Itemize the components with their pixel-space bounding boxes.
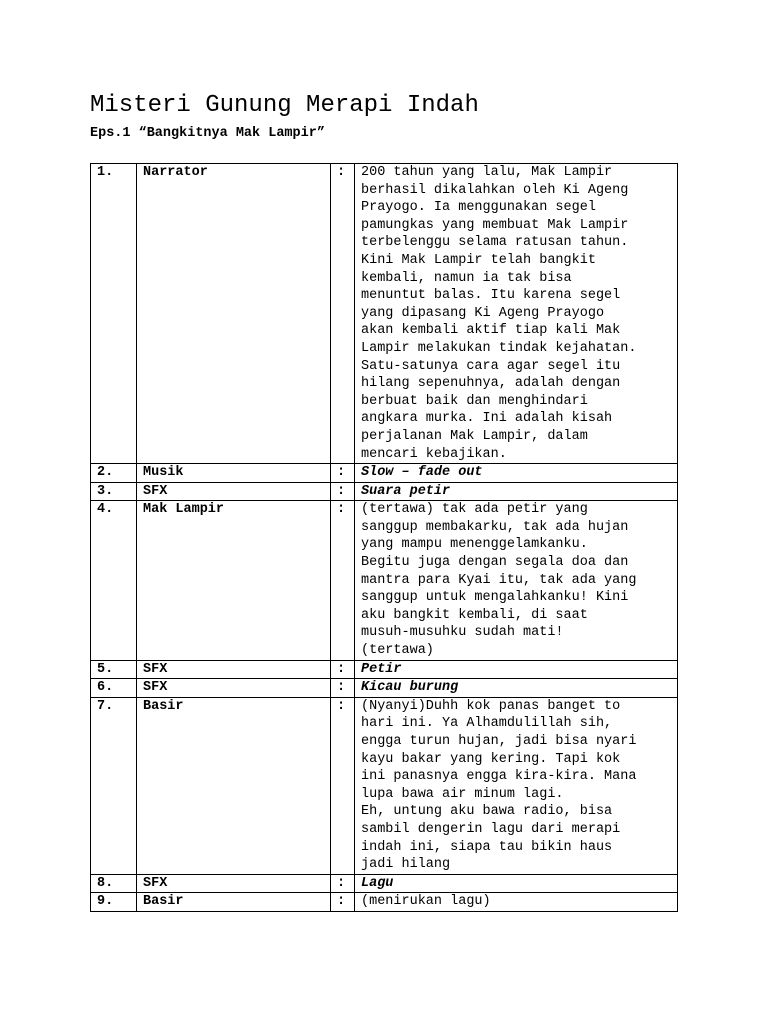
dialogue-line: sanggup untuk mengalahkanku! Kini	[361, 590, 629, 606]
dialogue-line: Begitu juga dengan segala doa dan	[361, 555, 629, 571]
dialogue-line: Kini Mak Lampir telah bangkit	[361, 252, 596, 268]
dialogue-line: hilang sepenuhnya, adalah dengan	[361, 376, 621, 392]
dialogue-line: mantra para Kyai itu, tak ada yang	[361, 572, 637, 588]
dialogue-line: indah ini, siapa tau bikin haus	[361, 839, 613, 855]
dialogue-line: (tertawa)	[361, 643, 434, 659]
dialogue-line: berhasil dikalahkan oleh Ki Ageng	[361, 182, 629, 198]
script-table-body	[91, 164, 678, 912]
row-number: 3.	[91, 482, 137, 501]
cue-line: Suara petir	[361, 483, 451, 499]
dialogue-line: sambil dengerin lagu dari merapi	[361, 821, 621, 837]
row-dialogue	[355, 464, 678, 483]
row-separator: :	[331, 893, 355, 912]
dialogue-line: Prayogo. Ia menggunakan segel	[361, 200, 596, 216]
row-dialogue	[355, 164, 678, 464]
dialogue-line: (Nyanyi)Duhh kok panas banget to	[361, 698, 621, 714]
script-row	[91, 501, 678, 660]
dialogue-line: akan kembali aktif tiap kali Mak	[361, 323, 621, 339]
script-row	[91, 893, 678, 912]
dialogue-line: sanggup membakarku, tak ada hujan	[361, 519, 629, 535]
script-row	[91, 660, 678, 679]
dialogue-line: angkara murka. Ini adalah kisah	[361, 411, 613, 427]
dialogue-line: kembali, namun ia tak bisa	[361, 270, 572, 286]
row-role: Musik	[137, 464, 331, 483]
dialogue-line: yang dipasang Ki Ageng Prayogo	[361, 305, 605, 321]
row-number: 9.	[91, 893, 137, 912]
script-row	[91, 697, 678, 874]
row-separator: :	[331, 464, 355, 483]
row-separator: :	[331, 164, 355, 464]
dialogue-line: jadi hilang	[361, 857, 451, 873]
row-number: 1.	[91, 164, 137, 464]
document-title: Misteri Gunung Merapi Indah	[90, 92, 479, 119]
row-role: SFX	[137, 482, 331, 501]
row-role: Mak Lampir	[137, 501, 331, 660]
dialogue-line: ini panasnya engga kira-kira. Mana	[361, 769, 637, 785]
row-role: SFX	[137, 874, 331, 893]
dialogue-line: kayu bakar yang kering. Tapi kok	[361, 751, 621, 767]
row-dialogue	[355, 679, 678, 698]
row-separator: :	[331, 697, 355, 874]
dialogue-line: aku bangkit kembali, di saat	[361, 607, 588, 623]
dialogue-line: perjalanan Mak Lampir, dalam	[361, 428, 588, 444]
row-separator: :	[331, 874, 355, 893]
dialogue-line: Satu-satunya cara agar segel itu	[361, 358, 621, 374]
script-row	[91, 874, 678, 893]
row-role: Narrator	[137, 164, 331, 464]
script-row	[91, 464, 678, 483]
row-dialogue	[355, 874, 678, 893]
script-table	[90, 163, 678, 912]
dialogue-line: terbelenggu selama ratusan tahun.	[361, 235, 629, 251]
row-role: SFX	[137, 679, 331, 698]
dialogue-line: Eh, untung aku bawa radio, bisa	[361, 804, 613, 820]
dialogue-line: (menirukan lagu)	[361, 894, 491, 910]
row-role: SFX	[137, 660, 331, 679]
cue-line: Kicau burung	[361, 680, 459, 696]
script-row	[91, 679, 678, 698]
cue-line: Slow – fade out	[361, 465, 483, 481]
dialogue-line: lupa bawa air minum lagi.	[361, 786, 564, 802]
cue-line: Petir	[361, 661, 402, 677]
row-number: 6.	[91, 679, 137, 698]
dialogue-line: (tertawa) tak ada petir yang	[361, 502, 588, 518]
row-separator: :	[331, 679, 355, 698]
row-number: 4.	[91, 501, 137, 660]
dialogue-line: 200 tahun yang lalu, Mak Lampir	[361, 165, 613, 180]
row-role: Basir	[137, 893, 331, 912]
dialogue-line: engga turun hujan, jadi bisa nyari	[361, 734, 637, 749]
row-number: 7.	[91, 697, 137, 874]
episode-heading: Eps.1 “Bangkitnya Mak Lampir”	[90, 126, 325, 141]
row-dialogue	[355, 482, 678, 501]
dialogue-line: berbuat baik dan menghindari	[361, 393, 588, 409]
dialogue-line: hari ini. Ya Alhamdulillah sih,	[361, 716, 613, 732]
row-separator: :	[331, 501, 355, 660]
row-number: 2.	[91, 464, 137, 483]
dialogue-line: Lampir melakukan tindak kejahatan.	[361, 340, 637, 356]
cue-line: Lagu	[361, 875, 394, 891]
row-dialogue	[355, 660, 678, 679]
dialogue-line: musuh-musuhku sudah mati!	[361, 625, 564, 641]
row-dialogue	[355, 501, 678, 660]
dialogue-line: yang mampu menenggelamkanku.	[361, 537, 588, 553]
row-number: 8.	[91, 874, 137, 893]
row-dialogue	[355, 893, 678, 912]
script-row	[91, 482, 678, 501]
row-role: Basir	[137, 697, 331, 874]
dialogue-line: mencari kebajikan.	[361, 446, 507, 462]
dialogue-line: pamungkas yang membuat Mak Lampir	[361, 217, 629, 233]
script-row	[91, 164, 678, 464]
row-separator: :	[331, 660, 355, 679]
row-separator: :	[331, 482, 355, 501]
row-dialogue	[355, 697, 678, 874]
row-number: 5.	[91, 660, 137, 679]
dialogue-line: menuntut balas. Itu karena segel	[361, 288, 621, 304]
